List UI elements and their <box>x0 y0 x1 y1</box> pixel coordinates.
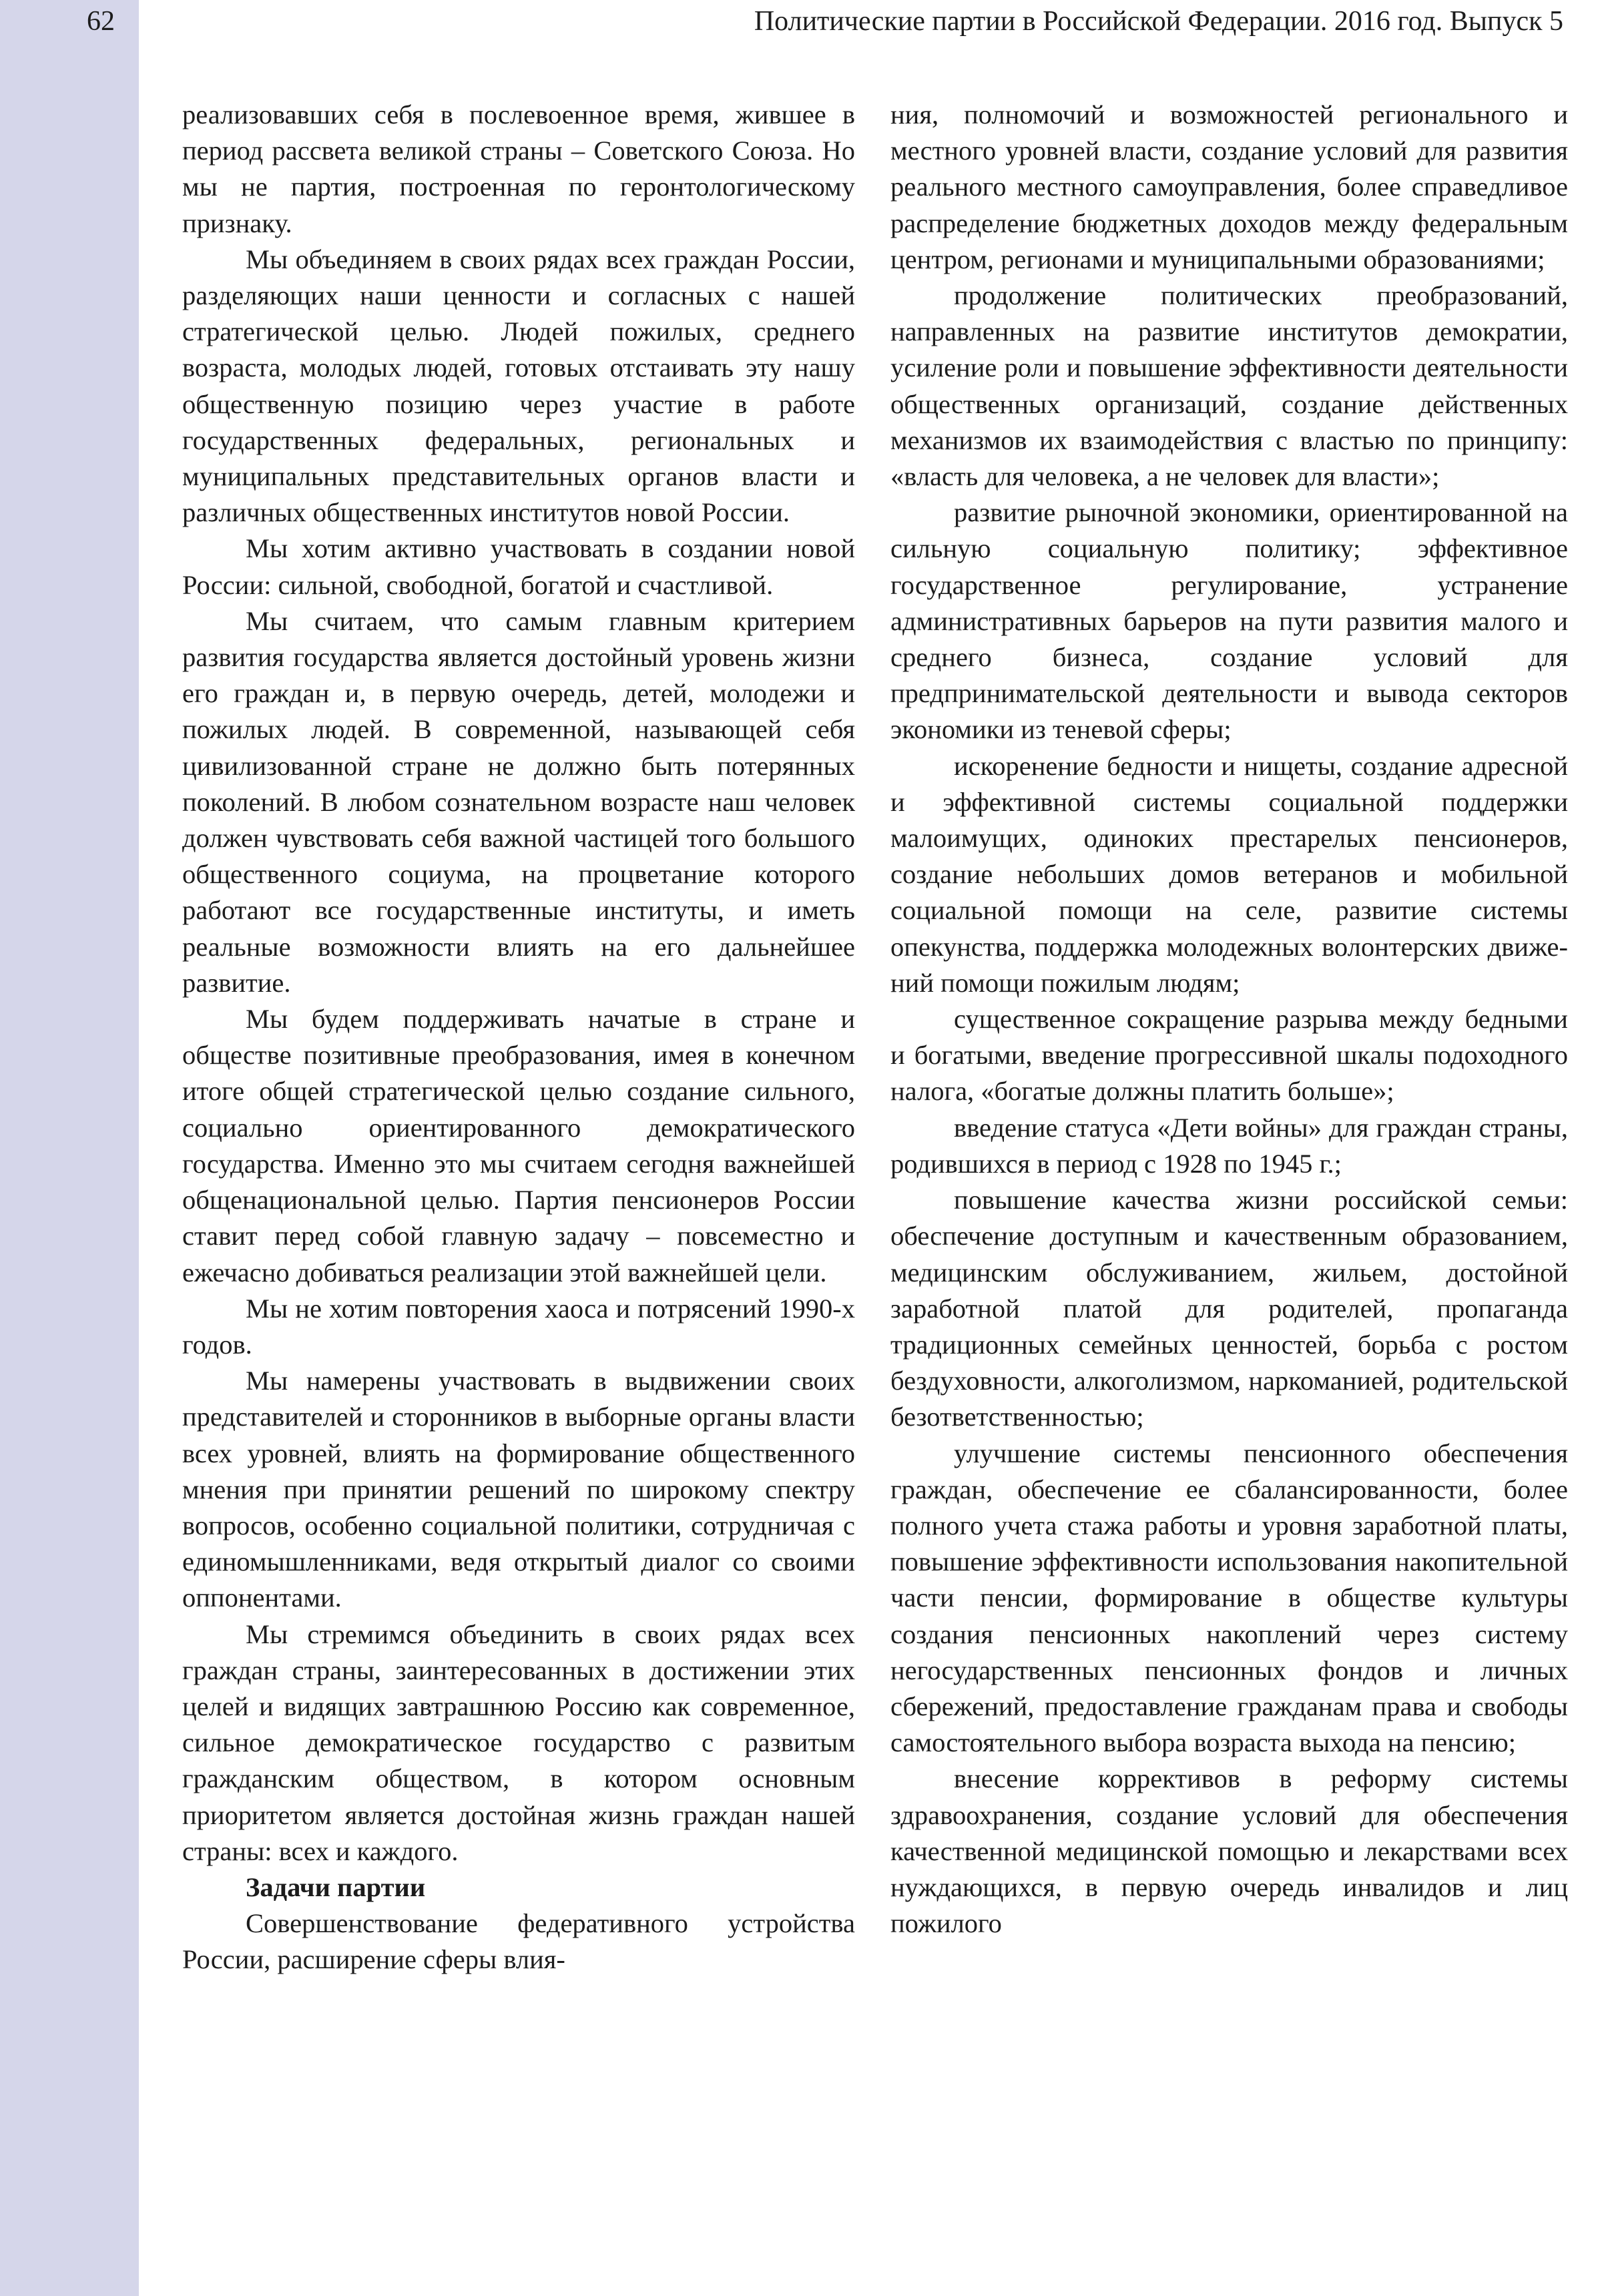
text-column-right <box>890 97 1568 1942</box>
text-column-left <box>182 97 855 1978</box>
paragraph: Мы объединяем в своих рядах всех граждан России, разделяющих наши ценности и согласных с нашей стратегической целью. Людей пожилых, среднего возраста, молодых людей, готовых отстаивать эту нашу общественную позицию через участие в работе государственных федеральных, региональных и муниципальных представительных органов власти и различных общественных институтов новой России. <box>182 244 855 528</box>
paragraph: Мы считаем, что самым главным критерием развития государства является достойный уровень жизни его граждан и, в первую очередь, детей, молодежи и пожилых людей. В современной, называющей себя цивилизованной стране не должно быть потерянных поколений. В любом сознательном возрасте наш человек должен чувствовать себя важной частицей того большого общественного социума, на процветание которого работают все государственные институты, и иметь реальные возможности влиять на его дальнейшее развитие. <box>182 605 855 998</box>
running-header-title: Политические партии в Российской Федерации. 2016 год. Выпуск 5 <box>754 6 1563 37</box>
paragraph: продолжение политических преобразований, направленных на развитие институтов демократии, усиление роли и повышение эффективности деятельности общественных организаций, создание действенных механизмов их взаимодействия с властью по принципу: «власть для человека, а не человек для власти»; <box>890 280 1568 492</box>
paragraph: Мы не хотим повторения хаоса и потрясений 1990-х годов. <box>182 1293 855 1360</box>
paragraph: повышение качества жизни российской семьи: обеспечение доступным и качественным образованием, медицинским обслуживанием, жильем, достойной заработной платой для родителей, пропаганда традиционных семейных ценностей, борьба с ростом бездуховности, алкоголизмом, наркоманией, родительской безответственностью; <box>890 1185 1568 1432</box>
paragraph: развитие рыночной экономики, ориентированной на сильную социальную политику; эффективное государственное регулирование, устранение административных барьеров на пути развития малого и среднего бизнеса, создание условий для предпринимательской деятельности и вывода секторов экономики из теневой сферы; <box>890 497 1568 745</box>
paragraph: Мы хотим активно участвовать в создании новой России: сильной, свободной, богатой и счастливой. <box>182 533 855 600</box>
paragraph: ния, полномочий и возможностей регионального и местного уровней власти, создание условий для развития реального местного самоуправления, более справедливое распределение бюджетных доходов между федеральным центром, регионами и муниципальными образованиями; <box>890 99 1568 274</box>
paragraph: существенное сокращение разрыва между бедными и богатыми, введение прогрессивной шкалы подоходного налога, «богатые должны платить больше»; <box>890 1004 1568 1107</box>
section-heading: Задачи партии <box>246 1872 426 1902</box>
page-number: 62 <box>87 6 115 37</box>
page-margin-band <box>0 0 139 2296</box>
paragraph: улучшение системы пенсионного обеспечения граждан, обеспечение ее сбалансированности, более полного учета стажа работы и уровня заработной платы, повышение эффективности использования накопительной части пенсии, формирование в обществе культуры создания пенсионных накоплений через систему негосударственных пенсионных фондов и личных сбережений, предоставление гражданам права и свободы самостоятельного выбора возраста выхода на пенсию; <box>890 1438 1568 1758</box>
paragraph: внесение коррективов в реформу системы здравоохранения, создание условий для обеспечения качественной медицинской помощью и лекарствами всех нуждающихся, в первую очередь инвалидов и лиц пожилого <box>890 1763 1568 1939</box>
paragraph: реализовавших себя в послевоенное время, жившее в период рассвета великой страны – Советского Союза. Но мы не партия, построенная по геронтологическому признаку. <box>182 99 855 238</box>
paragraph: Мы стремимся объединить в своих рядах всех граждан страны, заинтересованных в достижении этих целей и видящих завтрашнюю Россию как современное, сильное демократическое государство с развитым гражданским обществом, в котором основным приоритетом является достойная жизнь граждан нашей страны: всех и каждого. <box>182 1619 855 1866</box>
paragraph: искоренение бедности и нищеты, создание адресной и эффективной системы социальной поддержки малоимущих, одиноких престарелых пенсионеров, создание небольших домов ветеранов и мобильной социальной помощи на селе, развитие системы опекунства, поддержка молодежных волонтерских движений помощи пожилым людям; <box>890 750 1568 998</box>
paragraph: введение статуса «Дети войны» для граждан страны, родившихся в период с 1928 по 1945 г.; <box>890 1112 1568 1179</box>
paragraph: Мы намерены участвовать в выдвижении своих представителей и сторонников в выборные органы власти всех уровней, влиять на формирование общественного мнения при принятии решений по широкому спектру вопросов, особенно социальной политики, сотрудничая с единомышленниками, ведя открытый диалог со своими оппонентами. <box>182 1366 855 1613</box>
paragraph: Мы будем поддерживать начатые в стране и обществе позитивные преобразования, имея в конечном итоге общей стратегической целью создание сильного, социально ориентированного демократического государства. Именно это мы считаем сегодня важнейшей общенациональной целью. Партия пенсионеров России ставит перед собой главную задачу – повсеместно и ежечасно добиваться реализации этой важнейшей цели. <box>182 1004 855 1287</box>
paragraph: Совершенствование федеративного устройства России, расширение сферы влия- <box>182 1908 855 1975</box>
